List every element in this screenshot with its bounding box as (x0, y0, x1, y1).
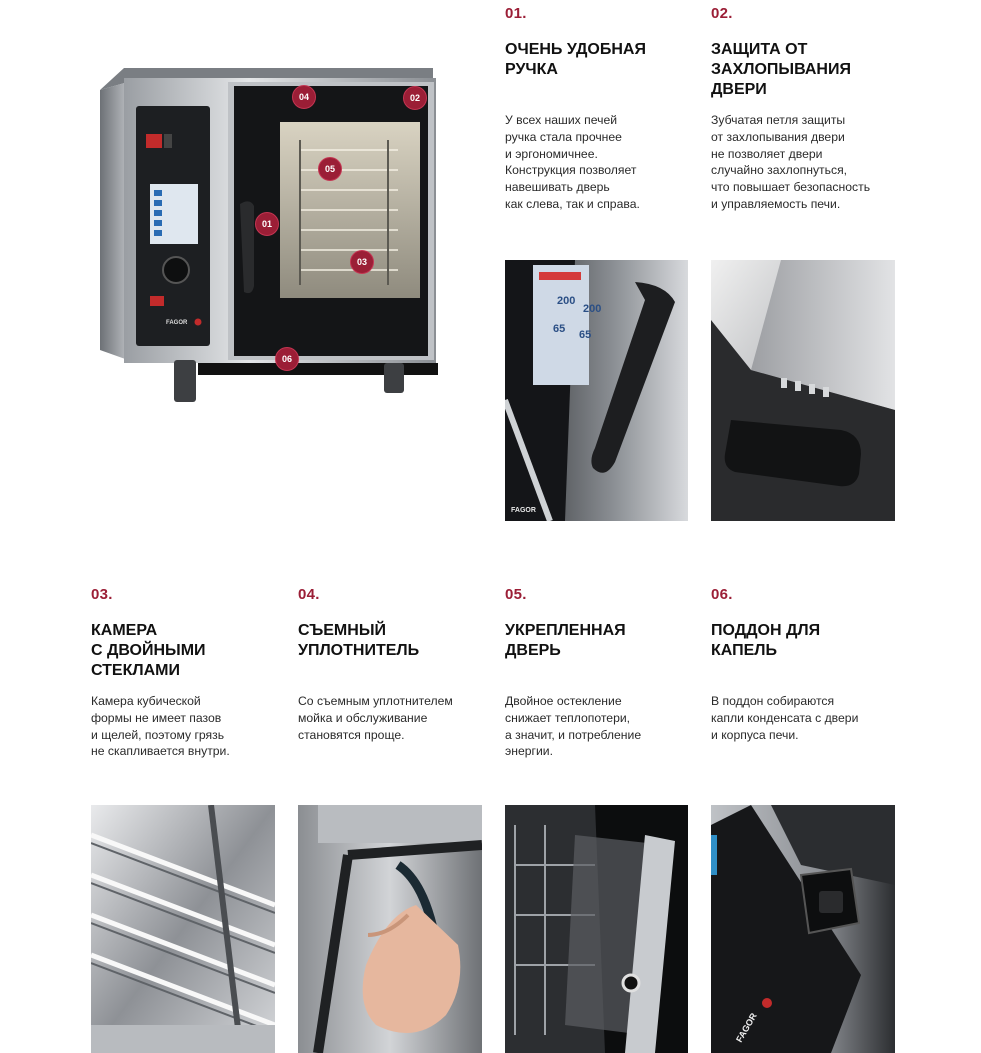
oven-brand-label: FAGOR (166, 320, 188, 326)
feature-06-description: В поддон собираются капли конденсата с двери и корпуса печи. (711, 694, 859, 742)
feature-05-description: Двойное остекление снижает теплопотери, а значит, и потребление энергии. (505, 694, 642, 759)
feature-02-photo (711, 260, 895, 521)
feature-03-number: 03. (91, 586, 113, 603)
feature-01-photo (505, 260, 688, 521)
feature-02-description: Зубчатая петля защиты от захлопывания двери не позволяет двери случайно захлопнуться, что повышает безопасность и управляемость печи. (711, 113, 871, 211)
panel-temp-1: 200 (557, 295, 576, 307)
photo-06-brand: FAGOR (734, 1011, 759, 1044)
oven-marker-01: 01 (255, 212, 279, 236)
panel-temp-4: 65 (579, 329, 592, 341)
feature-05-title: УКРЕПЛЕННАЯ ДВЕРЬ (505, 622, 626, 659)
panel-temp-3: 65 (553, 323, 566, 335)
feature-04-title: СЪЕМНЫЙ УПЛОТНИТЕЛЬ (298, 622, 420, 659)
feature-06-number: 06. (711, 586, 733, 603)
feature-04-photo (298, 805, 482, 1053)
feature-03-title: КАМЕРА С ДВОЙНЫМИ СТЕКЛАМИ (91, 622, 206, 679)
feature-04-description: Со съемным уплотнителем мойка и обслуживание становятся проще. (298, 694, 453, 742)
feature-01-number: 01. (505, 5, 527, 22)
oven-marker-05: 05 (318, 157, 342, 181)
feature-06-title: ПОДДОН ДЛЯ КАПЕЛЬ (711, 622, 821, 659)
oven-marker-06: 06 (275, 347, 299, 371)
feature-02-title: ЗАЩИТА ОТ ЗАХЛОПЫВАНИЯ ДВЕРИ (711, 41, 851, 98)
feature-06-photo (711, 805, 895, 1053)
feature-04-number: 04. (298, 586, 320, 603)
feature-03-description: Камера кубической формы не имеет пазов и щелей, поэтому грязь не скапливается внутри. (91, 694, 230, 759)
panel-temp-2: 200 (583, 303, 602, 315)
oven-image (88, 60, 448, 420)
feature-01-description: У всех наших печей ручка стала прочнее и эргономичнее. Конструкция позволяет навешивать дверь как слева, так и справа. (505, 113, 640, 211)
feature-03-photo (91, 805, 275, 1053)
oven-marker-04: 04 (292, 85, 316, 109)
oven-marker-02: 02 (403, 86, 427, 110)
feature-02-number: 02. (711, 5, 733, 22)
feature-01-title: ОЧЕНЬ УДОБНАЯ РУЧКА (505, 41, 646, 78)
photo-01-brand: FAGOR (511, 507, 536, 514)
oven-marker-03: 03 (350, 250, 374, 274)
feature-05-number: 05. (505, 586, 527, 603)
feature-05-photo (505, 805, 688, 1053)
